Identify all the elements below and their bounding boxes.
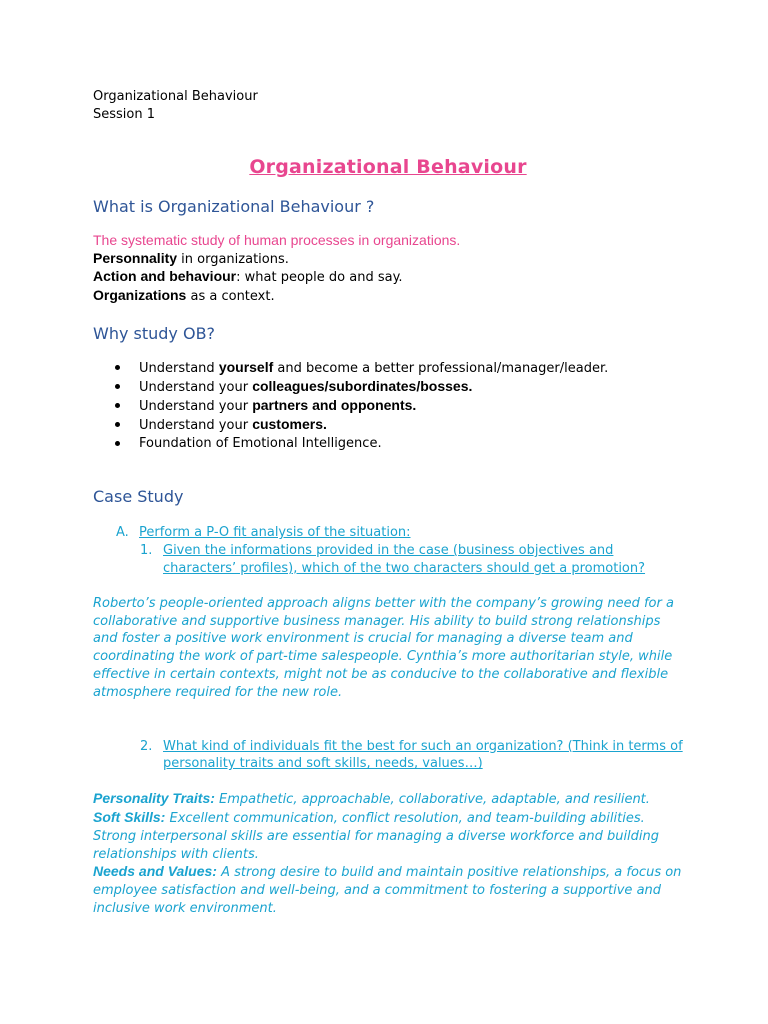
list-item-text: Understand your bbox=[139, 398, 253, 414]
list-marker: 2. bbox=[140, 738, 153, 754]
definition-item-rest: in organizations. bbox=[177, 251, 289, 267]
answer-2-item bbox=[93, 790, 683, 809]
section-heading-what: What is Organizational Behaviour ? bbox=[93, 197, 375, 216]
answer-2-label: Soft Skills: bbox=[93, 808, 166, 825]
list-marker: A. bbox=[116, 525, 129, 541]
page-title: Organizational Behaviour bbox=[249, 156, 527, 178]
definition-item bbox=[93, 268, 683, 287]
answer-2-item bbox=[93, 809, 683, 863]
section-heading-case-study: Case Study bbox=[93, 487, 184, 507]
header-session: Session 1 bbox=[93, 107, 156, 122]
definition-item-bold: Organizations bbox=[93, 286, 187, 303]
list-item-text: Understand bbox=[139, 361, 219, 377]
definition-item-rest: : what people do and say. bbox=[236, 270, 403, 286]
answer-2-block bbox=[93, 790, 683, 918]
definition-item bbox=[93, 287, 683, 306]
list-item bbox=[139, 416, 683, 435]
document-page bbox=[93, 88, 683, 918]
answer-2-text: A strong desire to build and maintain positive relationships, a focus on employee satisfaction and well-being, and a commitment to fostering a supportive and inclusive work environment. bbox=[93, 865, 682, 916]
definition-item-bold: Personnality bbox=[93, 249, 178, 266]
answer-2-text: Empathetic, approachable, collaborative, adaptable, and resilient. bbox=[214, 792, 650, 808]
why-list bbox=[93, 359, 683, 452]
answer-2-label: Needs and Values: bbox=[93, 863, 217, 880]
list-item bbox=[139, 359, 683, 378]
definition-text: The systematic study of human processes in organizations. bbox=[93, 232, 461, 248]
question-2 bbox=[93, 738, 683, 774]
definition-item-rest: as a context. bbox=[186, 288, 275, 304]
doc-header bbox=[93, 88, 683, 124]
answer-2-label: Personality Traits: bbox=[93, 790, 215, 807]
list-item bbox=[139, 435, 683, 453]
list-item-text: and become a better professional/manager/leader. bbox=[273, 361, 609, 377]
list-item-bold: yourself bbox=[218, 359, 274, 376]
question-1-text: Given the informations provided in the case (business objectives and characters’ profiles), which of the two characters should get a promotion? bbox=[163, 543, 646, 576]
list-item-text: Foundation of Emotional Intelligence. bbox=[139, 435, 382, 451]
list-item bbox=[139, 397, 683, 416]
header-course: Organizational Behaviour bbox=[93, 89, 258, 104]
list-marker: 1. bbox=[140, 543, 153, 559]
list-item-a bbox=[93, 524, 683, 542]
list-item bbox=[139, 378, 683, 397]
definition-item-bold: Action and behaviour bbox=[93, 268, 237, 285]
list-item-text: Understand your bbox=[139, 380, 253, 396]
question-1 bbox=[93, 542, 683, 578]
answer-1-paragraph: Roberto’s people-oriented approach aligns better with the company’s growing need for a collaborative and supportive business manager. His ability to build strong relationships and foster a positive work environment is crucial for managing a diverse team and coordinating the work of part-time salespeople. Cynthia’s more authoritarian style, while effective in certain contexts, might not be as conducive to the collaborative and flexible atmosphere required for the new role. bbox=[93, 595, 674, 700]
section-heading-why: Why study OB? bbox=[93, 324, 216, 344]
answer-2-text: Excellent communication, conflict resolution, and team-building abilities. Strong interpersonal skills are essential for managing a diverse workforce and building relationships with clients. bbox=[93, 810, 660, 862]
list-item-text: Understand your bbox=[139, 417, 253, 433]
question-a-text: Perform a P-O fit analysis of the situation: bbox=[139, 525, 411, 541]
list-item-bold: customers. bbox=[252, 415, 327, 432]
definition-item bbox=[93, 250, 683, 269]
answer-2-item bbox=[93, 863, 683, 917]
list-item-bold: partners and opponents. bbox=[252, 396, 417, 413]
question-2-text: What kind of individuals fit the best for such an organization? (Think in terms of personality traits and soft skills, needs, values…) bbox=[163, 738, 683, 772]
list-item-bold: colleagues/subordinates/bosses. bbox=[252, 378, 473, 395]
